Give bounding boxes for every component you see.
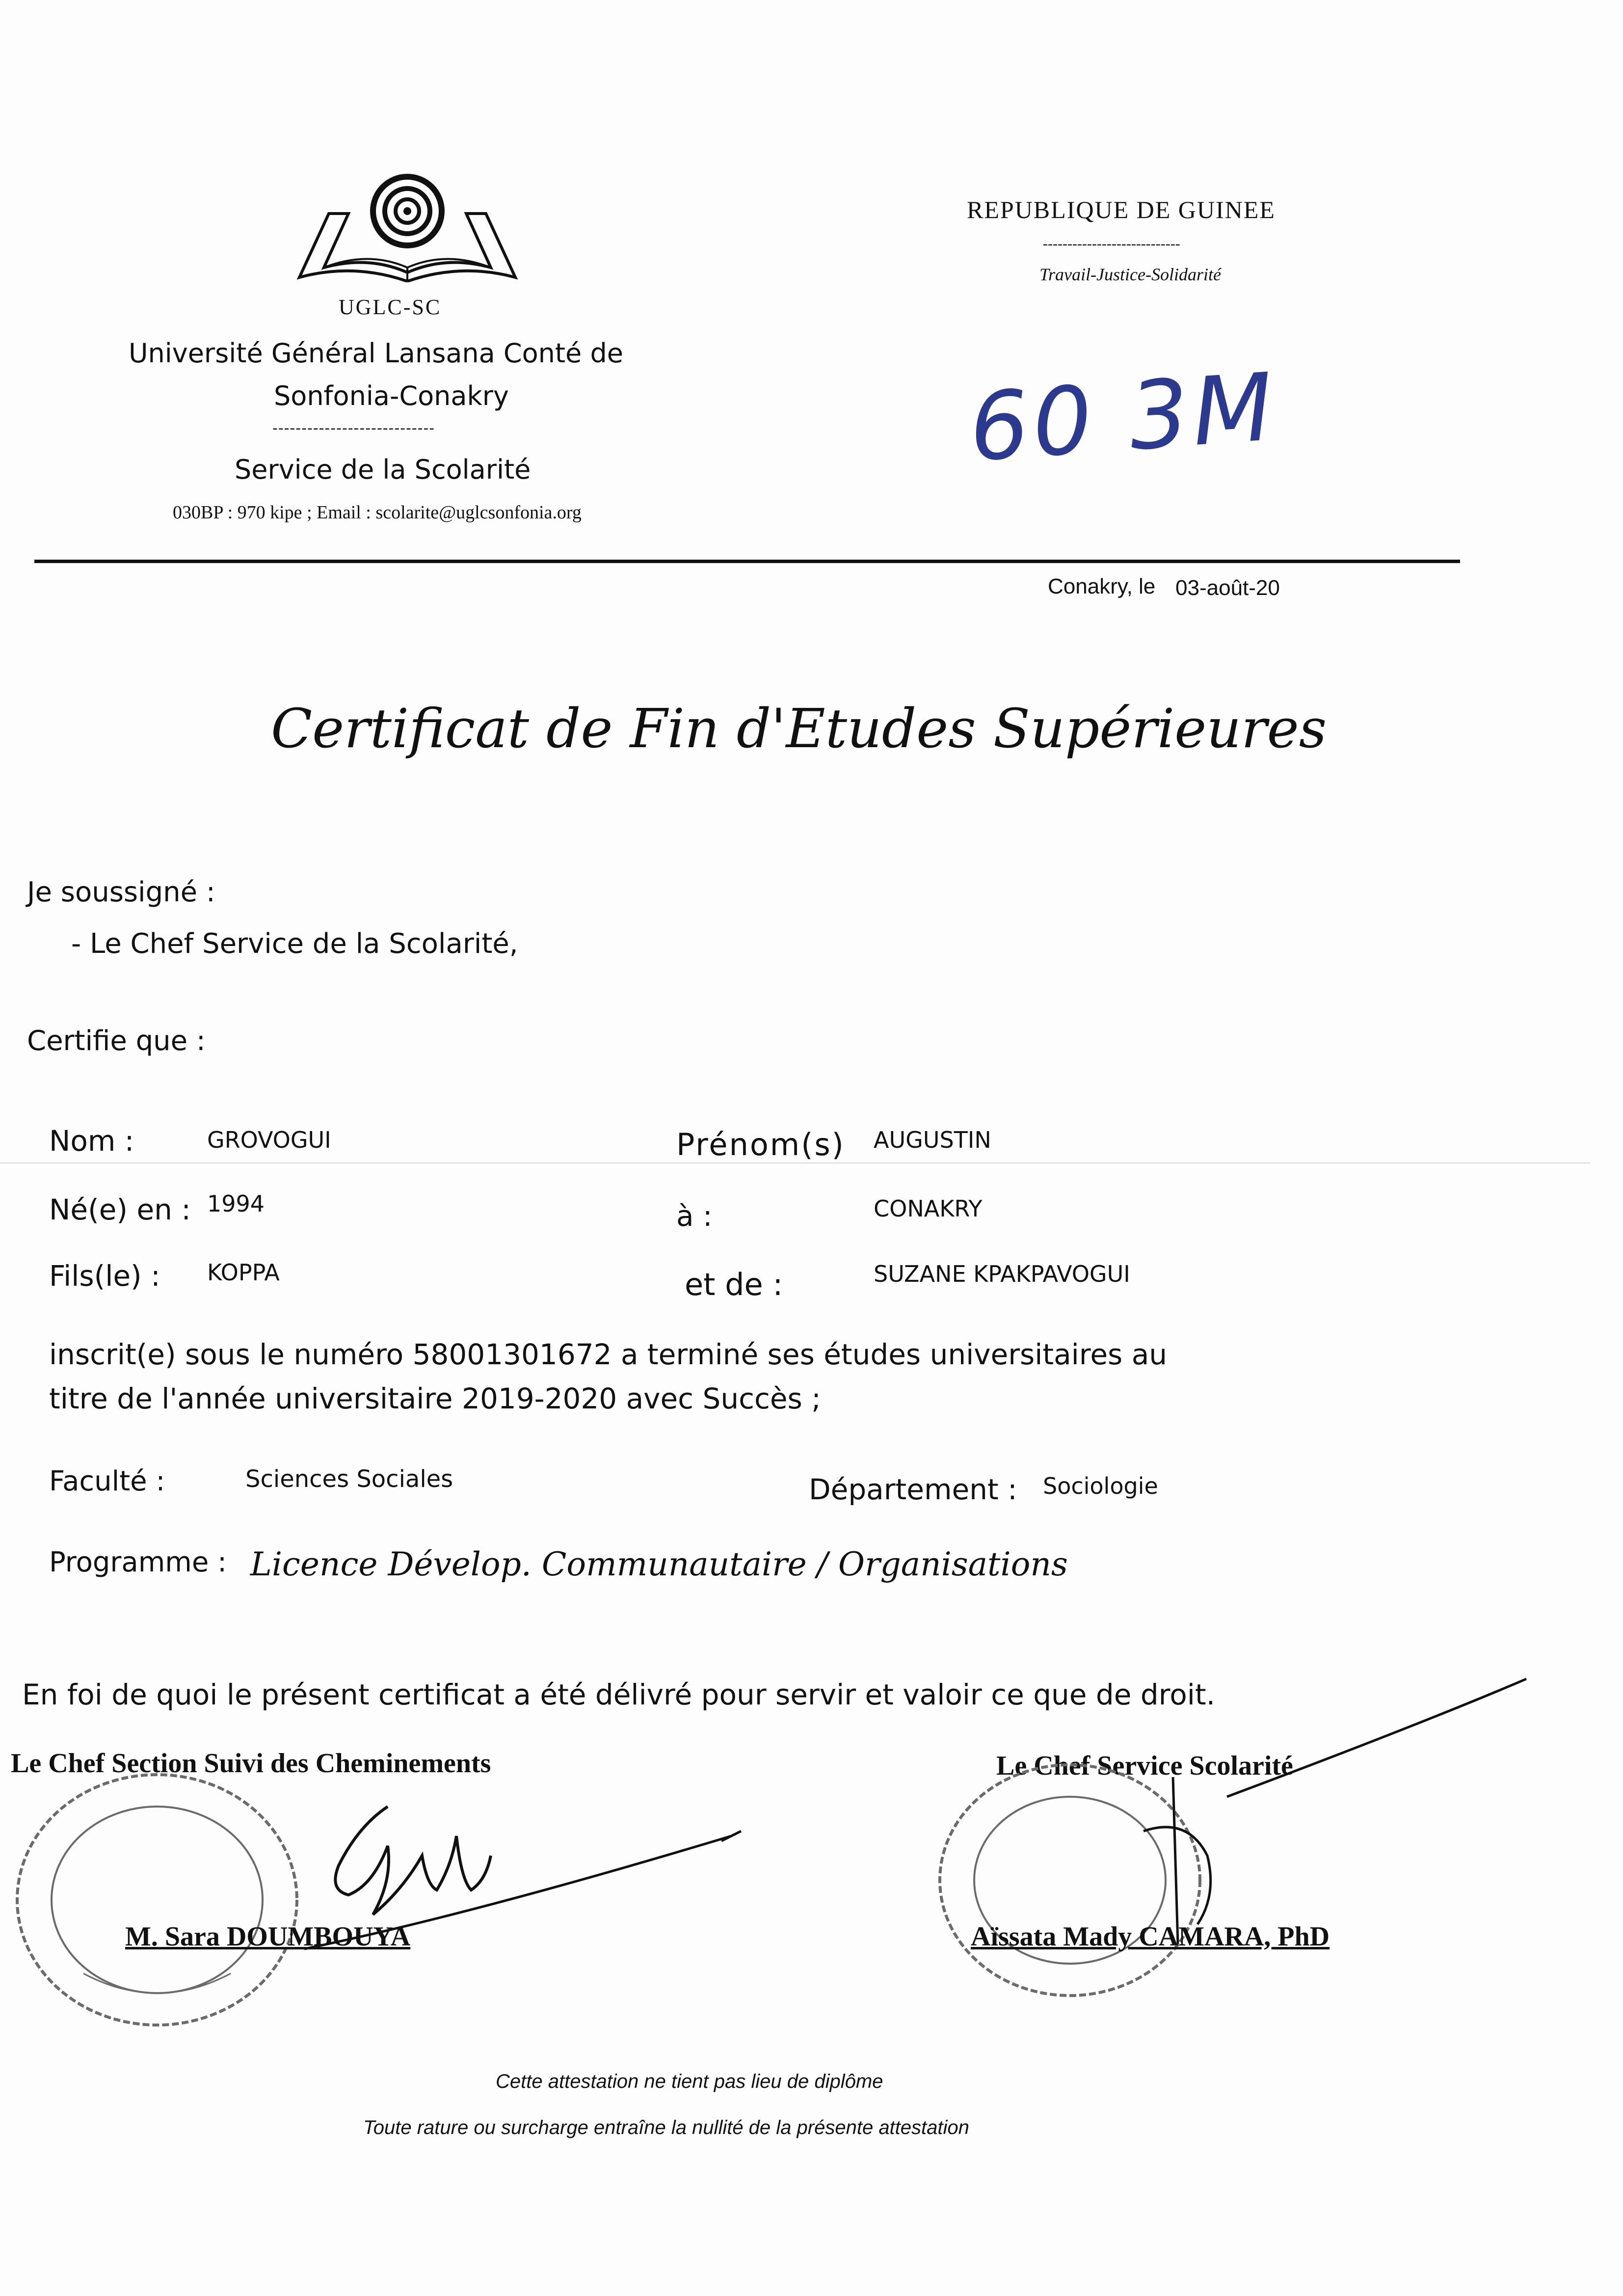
- registration-statement-line2: titre de l'année universitaire 2019-2020 avec Succès ;: [49, 1382, 821, 1415]
- issue-date: 03-août-20: [1175, 576, 1280, 600]
- right-signatory-title: Le Chef Service Scolarité: [996, 1751, 1293, 1781]
- nom-value: GROVOGUI: [207, 1127, 331, 1153]
- prenom-value: AUGUSTIN: [874, 1127, 991, 1153]
- faculty-label: Faculté :: [49, 1465, 165, 1497]
- mother-label: et de :: [685, 1267, 783, 1302]
- father-label: Fils(le) :: [49, 1259, 160, 1293]
- right-handwritten-signature: [1129, 1669, 1536, 1964]
- country-name: REPUBLIQUE DE GUINEE: [967, 196, 1276, 223]
- birth-year-value: 1994: [207, 1190, 265, 1217]
- mother-value: SUZANE KPAKPAVOGUI: [874, 1261, 1130, 1287]
- left-signatory-name: M. Sara DOUMBOUYA: [125, 1921, 411, 1952]
- department-label: Département :: [809, 1473, 1017, 1506]
- programme-label: Programme :: [49, 1546, 227, 1578]
- university-name-line1: Université Général Lansana Conté de: [129, 338, 623, 369]
- contact-info: 030BP : 970 kipe ; Email : scolarite@uglcsonfonia.org: [173, 502, 582, 523]
- left-header-separator: ----------------------------: [272, 420, 435, 437]
- birthplace-value: CONAKRY: [874, 1195, 983, 1222]
- header-divider: [34, 560, 1460, 563]
- national-motto: Travail-Justice-Solidarité: [1039, 265, 1221, 284]
- university-name-line2: Sonfonia-Conakry: [274, 380, 509, 411]
- father-value: KOPPA: [207, 1259, 280, 1286]
- handwritten-registration-number: 60 3M: [966, 352, 1280, 483]
- certificate-title: Certificat de Fin d'Etudes Supérieures: [271, 697, 1327, 760]
- birth-year-label: Né(e) en :: [49, 1193, 191, 1226]
- left-official-stamp: [10, 1767, 304, 2032]
- closing-statement: En foi de quoi le présent certificat a été délivré pour servir et valoir ce que de droit.: [22, 1678, 1216, 1711]
- intro-line-1: Je soussigné :: [27, 876, 215, 908]
- right-signatory-name: Aïssata Mady CAMARA, PhD: [971, 1921, 1330, 1952]
- right-header-separator: ----------------------------: [1043, 236, 1180, 252]
- footer-notice-2: Toute rature ou surcharge entraîne la nullité de la présente attestation: [363, 2117, 969, 2138]
- programme-value: Licence Dévelop. Communautaire / Organisations: [250, 1545, 1068, 1583]
- registration-statement-line1: inscrit(e) sous le numéro 58001301672 a terminé ses études universitaires au: [49, 1338, 1168, 1371]
- intro-line-2: - Le Chef Service de la Scolarité,: [71, 928, 518, 960]
- department-value: Sociologie: [1043, 1473, 1158, 1499]
- fold-line: [0, 1162, 1590, 1163]
- date-prefix: Conakry, le: [1048, 574, 1156, 598]
- prenom-label: Prénom(s): [676, 1127, 845, 1162]
- birthplace-label: à :: [676, 1199, 713, 1233]
- university-logo: [294, 169, 520, 282]
- footer-notice-1: Cette attestation ne tient pas lieu de diplôme: [496, 2071, 883, 2092]
- service-name: Service de la Scolarité: [235, 454, 531, 485]
- faculty-value: Sciences Sociales: [245, 1465, 453, 1493]
- nom-label: Nom :: [49, 1124, 134, 1158]
- university-acronym: UGLC-SC: [339, 295, 442, 319]
- left-signatory-title: Le Chef Section Suivi des Cheminements: [11, 1748, 491, 1779]
- intro-line-3: Certifie que :: [27, 1025, 206, 1057]
